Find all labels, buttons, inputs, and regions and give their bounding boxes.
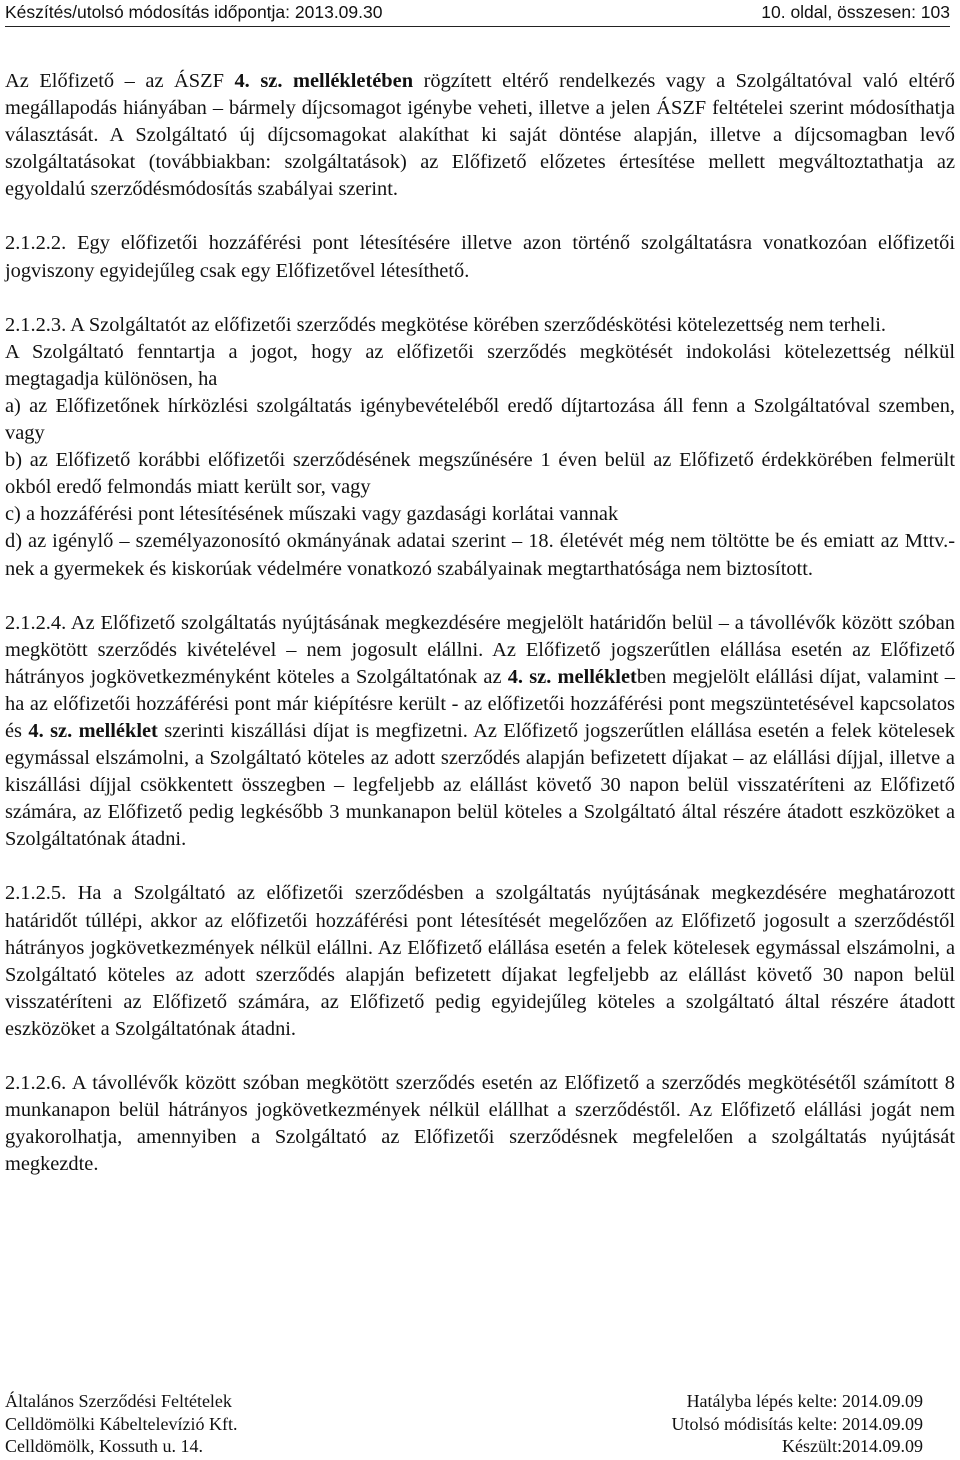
page-header	[5, 0, 950, 26]
text-run: a) az Előfizetőnek hírközlési szolgáltatás igénybevételéből eredő díjtartozása áll fenn a Szolgáltatóval szemben, vagy	[5, 394, 955, 445]
footer-row	[5, 1413, 923, 1436]
paragraph-gap	[5, 583, 955, 610]
document-body	[5, 68, 955, 1178]
footer-created-date: Készült:2014.09.09	[782, 1436, 923, 1456]
paragraph-p4	[5, 339, 955, 393]
paragraph-p5	[5, 393, 955, 447]
footer-address: Celldömölk, Kossuth u. 14.	[5, 1436, 204, 1456]
bold-reference: 4. sz. melléklet	[28, 719, 158, 742]
paragraph-p11	[5, 1070, 955, 1178]
page-footer	[5, 1390, 923, 1458]
paragraph-p8	[5, 528, 955, 582]
header-page-number: 10. oldal, összesen: 103	[761, 2, 950, 22]
bold-reference: 4. sz. mellékletében	[234, 70, 414, 92]
footer-row	[5, 1435, 923, 1458]
bold-reference: 4. sz. melléklet	[507, 665, 637, 688]
paragraph-p10	[5, 880, 955, 1043]
text-run: rögzített eltérő rendelkezés vagy a Szolgáltatóval való eltérő megállapodás hiányában – bármely díjcsomagot igénybe veheti, illetve a jelen ÁSZF feltételei szerint módosíthatja választását. A Szolgáltató új díjcsomagokat alakíthat ki saját döntése alapján, illetve a díjcsomagban levő szolgáltatásokat (továbbiakban: szolgáltatások) az Előfizető előzetes értesítése mellett megváltoztathatja az egyoldalú szerződésmódosítás szabályai szerint.	[5, 70, 955, 201]
header-divider	[5, 26, 950, 27]
footer-row	[5, 1390, 923, 1413]
footer-document-title: Általános Szerződési Feltételek	[5, 1391, 232, 1411]
paragraph-p1	[5, 68, 955, 203]
text-run: c) a hozzáférési pont létesítésének műszaki vagy gazdasági korlátai vannak	[5, 503, 619, 526]
text-run: A Szolgáltató fenntartja a jogot, hogy az előfizetői szerződés megkötését indokolási kötelezettség nélkül megtagadja különösen, ha	[5, 340, 955, 390]
footer-company-name: Celldömölki Kábeltelevízió Kft.	[5, 1413, 238, 1434]
paragraph-gap	[5, 285, 955, 312]
footer-effective-date: Hatályba lépés kelte: 2014.09.09	[686, 1391, 923, 1411]
header-timestamp: Készítés/utolsó módosítás időpontja: 2013.09.30	[5, 2, 383, 22]
text-run: 2.1.2.5. Ha a Szolgáltató az előfizetői szerződésben a szolgáltatás nyújtásának megkezdésére meghatározott határidőt túllépi, akkor az előfizetői hozzáférési pont létesítését megelőzően az Előfizető jogosult a szerződéstől hátrányos jogkövetkezmények nélkül elállni. Az Előfizető elállása esetén a felek kötelesek egymással elszámolni, a Szolgáltató köteles az adott szerződés alapján befizetett díjakat legfeljebb az elállást követő 30 napon belül visszatéríteni az Előfizető számára, az Előfizető pedig egyidejűleg köteles a szolgáltató által részére átadott eszközöket a Szolgáltatónak átadni.	[5, 882, 955, 1040]
paragraph-p6	[5, 447, 955, 501]
paragraph-p9	[5, 610, 955, 854]
text-run: 2.1.2.2. Egy előfizetői hozzáférési pont létesítésére illetve azon történő szolgáltatásra vonatkozóan előfizetői jogviszony egyidejűleg csak egy Előfizetővel létesíthető.	[5, 232, 955, 282]
footer-last-modified: Utolsó módisítás kelte: 2014.09.09	[671, 1413, 923, 1434]
paragraph-gap	[5, 853, 955, 880]
text-run: 2.1.2.4. Az Előfizető szolgáltatás nyújtásának megkezdésére megjelölt határidőn belül – a távollévők között szóban megkötött szerződés kivételével – nem jogosult elállni. Az Előfizető jogszerűtlen elállása esetén az Előfizető hátrányos jogkövetkezményként köteles a Szolgáltatónak az	[5, 611, 955, 688]
text-run: 2.1.2.3. A Szolgáltatót az előfizetői szerződés megkötése körében szerződéskötési kötelezettség nem terheli.	[5, 313, 887, 336]
text-run: 2.1.2.6. A távollévők között szóban megkötött szerződés esetén az Előfizető a szerződés megkötésétől számított 8 munkanapon belül hátrányos jogkövetkezmények nélkül elállhat a szerződéstől. Az Előfizető elállási jogát nem gyakorolhatja, amennyiben a Szolgáltató az Előfizetői szerződésnek megfelelően a szolgáltatás nyújtását megkezdte.	[5, 1072, 955, 1176]
text-run: Az Előfizető – az ÁSZF	[5, 70, 235, 92]
paragraph-gap	[5, 203, 955, 230]
paragraph-p7	[5, 501, 955, 528]
paragraph-p3	[5, 312, 955, 339]
paragraph-p2	[5, 230, 955, 284]
text-run: d) az igénylő – személyazonosító okmányának adatai szerint – 18. életévét még nem töltötte be és emiatt az Mttv.-nek a gyermekek és kiskorúak védelmére vonatkozó szabályainak megtarthatósága nem biztosított.	[5, 530, 955, 580]
paragraph-gap	[5, 1043, 955, 1070]
text-run: szerinti kiszállási díjat is megfizetni. Az Előfizető jogszerűtlen elállása esetén a felek kötelesek egymással elszámolni, a Szolgáltató köteles az adott szerződés alapján befizetett díjakat – az elállási díjjal, illetve a kiszállási díjjal csökkentett összegben – legfeljebb az elállást követő 30 napon belül visszatéríteni az Előfizető számára, az Előfizető pedig legkésőbb 3 munkanapon belül köteles a Szolgáltató által részére átadott eszközöket a Szolgáltatónak átadni.	[5, 719, 955, 851]
text-run: b) az Előfizető korábbi előfizetői szerződésének megszűnésére 1 éven belül az Előfizető érdekkörében felmerült okból eredő felmondás miatt került sor, vagy	[5, 449, 955, 499]
text-run: ben megjelölt elállási díjat, valamint – ha az előfizetői hozzáférési pont már kiépítésre került - az előfizetői hozzáférési pont megszüntetésével kapcsolatos és	[5, 665, 955, 742]
